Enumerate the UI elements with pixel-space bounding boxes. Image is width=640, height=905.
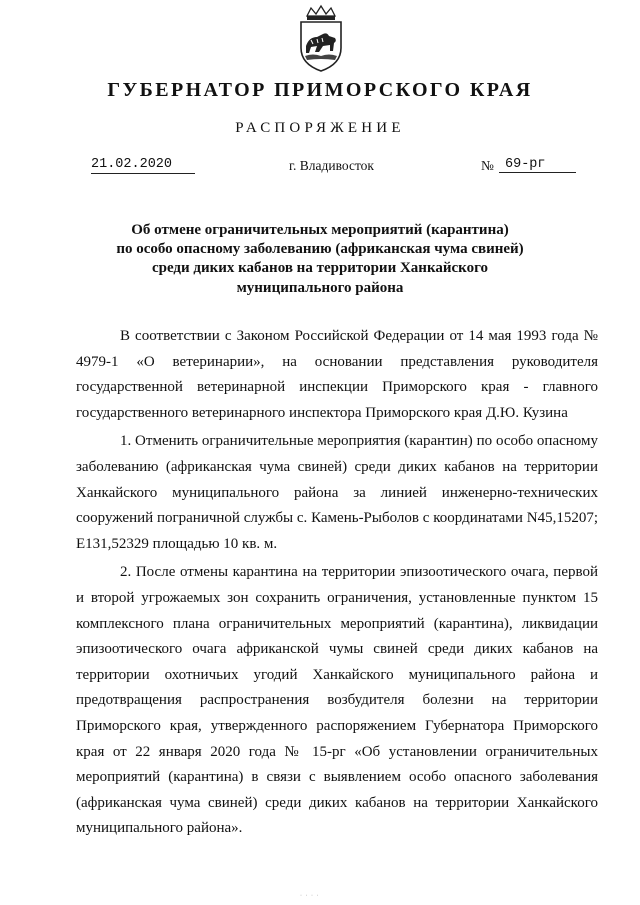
document-date: 21.02.2020 xyxy=(91,156,195,174)
clause-2-paragraph: 2. После отмены карантина на территории эпизоотического очага, первой и второй угрожаемых зон сохранить ограничения, установленные пунктом 15 комплексного плана ограничительных мероприятий (карантина), ликвидации эпизоотического очага африканской чумы свиней среди диких кабанов на территории охотничьих угодий Ханкайского муниципального района и предотвращения распространения возбудителя болезни на территории Приморского края, утвержденного распоряжением Губернатора Приморского края от 22 января 2020 года № 15-рг «Об установлении ограничительных мероприятий (карантина) в связи с выявлением особо опасного заболевания (африканская чума свиней) среди диких кабанов на территории Ханкайского муниципального района». xyxy=(76,564,598,837)
title-line: Об отмене ограничительных мероприятий (карантина) xyxy=(131,222,509,238)
organization-title: ГУБЕРНАТОР ПРИМОРСКОГО КРАЯ xyxy=(107,79,533,101)
document-city: г. Владивосток xyxy=(289,158,374,173)
scan-artifact: · · · · xyxy=(300,893,320,899)
document-type: РАСПОРЯЖЕНИЕ xyxy=(235,120,405,136)
document-number: 69-рг xyxy=(499,156,576,173)
coat-of-arms-icon xyxy=(293,4,349,74)
title-line: муниципального района xyxy=(236,279,404,296)
number-sign: № xyxy=(481,158,494,173)
document-body xyxy=(76,324,598,845)
clause-1-paragraph: 1. Отменить ограничительные мероприятия (карантин) по особо опасному заболеванию (африканская чума свиней) среди диких кабанов на территории Ханкайского муниципального района за линией инженерно-технических сооружений пограничной службы с. Камень-Рыболов с координатами N45,15207; E131,52329 площадью 10 кв. м. xyxy=(76,433,598,552)
title-line: по особо опасному заболеванию (африканская чума свиней) xyxy=(116,241,524,258)
document-title xyxy=(0,221,640,298)
title-line: среди диких кабанов на территории Ханкайского xyxy=(151,260,489,277)
preamble-paragraph: В соответствии с Законом Российской Федерации от 14 мая 1993 года № 4979-1 «О ветеринарии», на основании представления руководителя государственной ветеринарной инспекции Приморского края - главного государственного ветеринарного инспектора Приморского края Д.Ю. Кузина xyxy=(76,328,598,421)
